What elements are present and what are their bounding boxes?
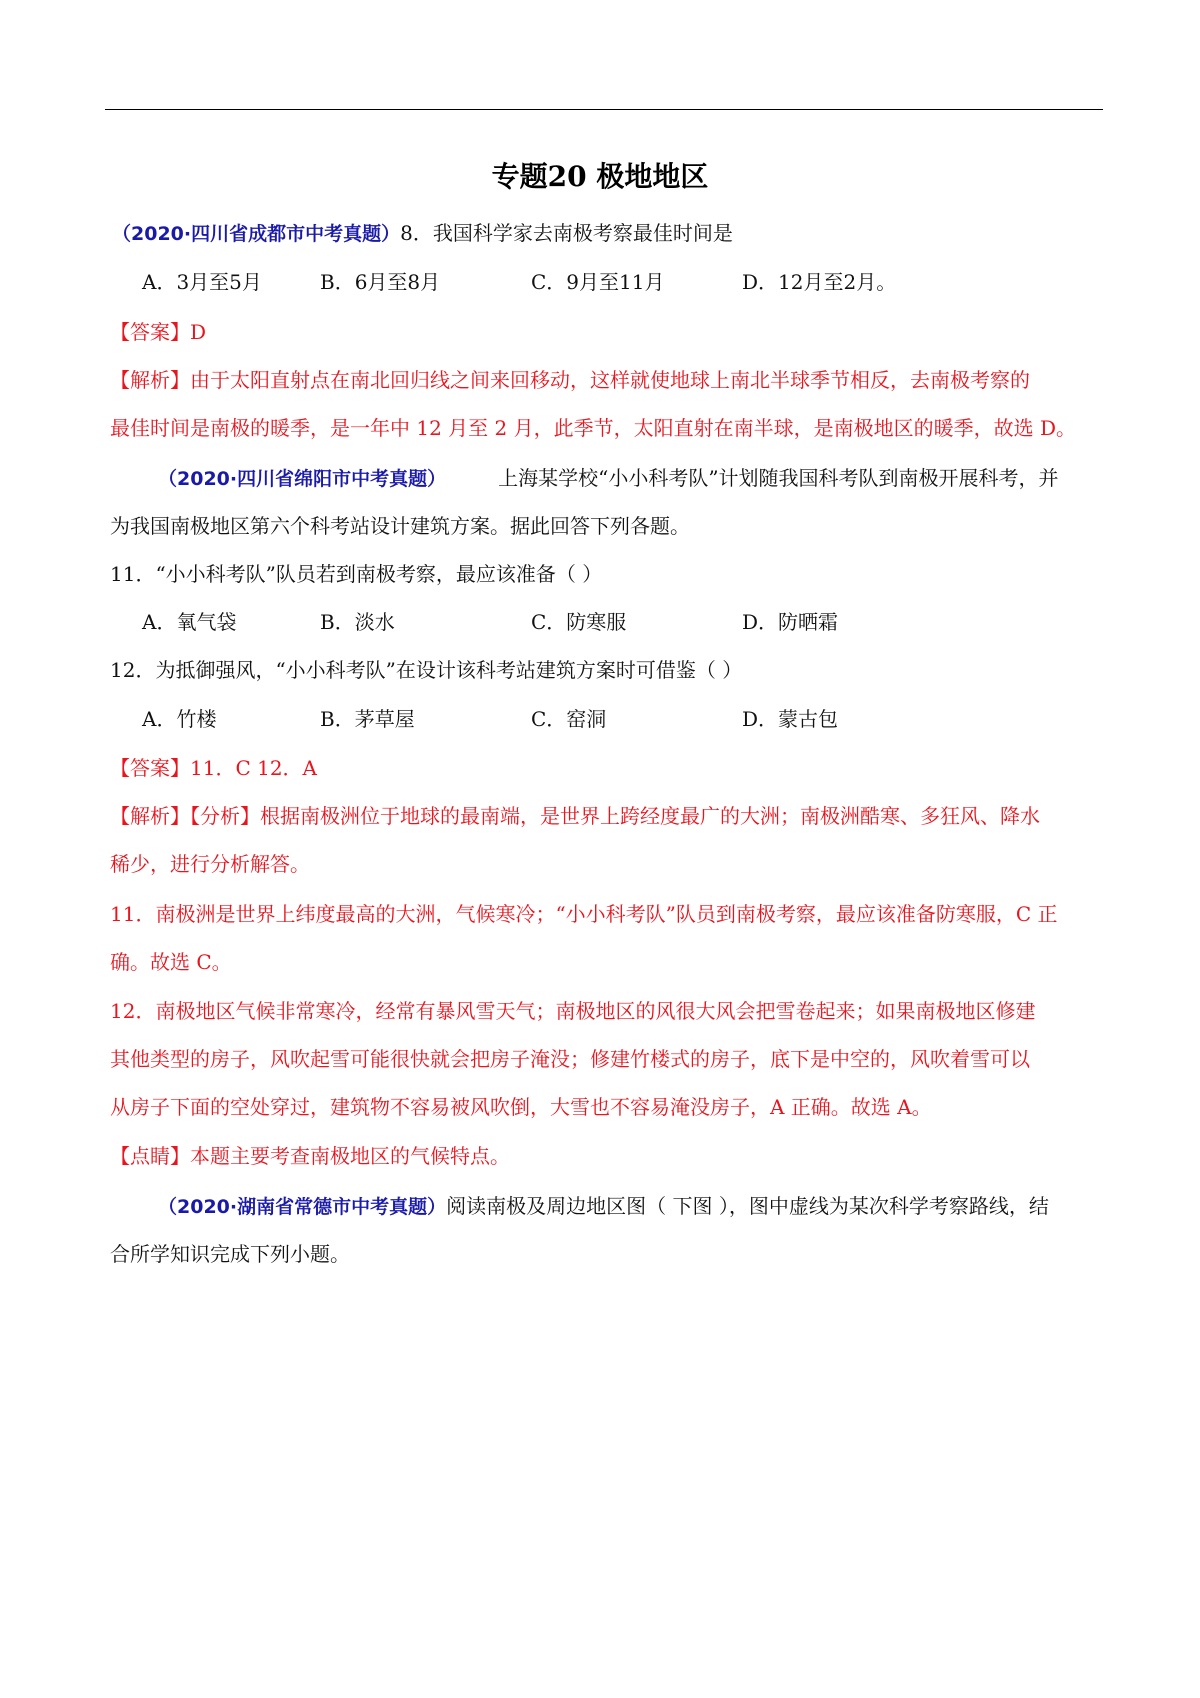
answer-11-explanation: 11．南极洲是世界上纬度最高的大洲，气候寒冷；“小小科考队”队员到南极考察，最应该准备防寒服，C 正 bbox=[110, 902, 1058, 926]
comment-text: 本题主要考查南极地区的气候特点。 bbox=[190, 1144, 510, 1168]
analysis-text: 由于太阳直射点在南北回归线之间来回移动，这样就使地球上南北半球季节相反，去南极考察的 bbox=[190, 368, 1030, 392]
answer-value: D bbox=[190, 320, 207, 344]
question-intro-line bbox=[158, 464, 1098, 493]
option-a: A．3月至5月 bbox=[142, 270, 262, 294]
comment-label: 【点睛】 bbox=[110, 1144, 190, 1168]
answer-label: 【答案】 bbox=[110, 756, 190, 780]
question-11-stem: 11．“小小科考队”队员若到南极考察，最应该准备（ ） bbox=[110, 562, 603, 586]
answer-12-explanation: 从房子下面的空处穿过，建筑物不容易被风吹倒，大雪也不容易淹没房子，A 正确。故选 A。 bbox=[110, 1095, 932, 1119]
option-d: D．蒙古包 bbox=[742, 707, 839, 731]
option-b: B．淡水 bbox=[320, 610, 395, 634]
option-c: C．窑洞 bbox=[531, 707, 607, 731]
option-d: D．防晒霜 bbox=[742, 610, 839, 634]
question-source: （2020·湖南省常德市中考真题） bbox=[158, 1196, 447, 1218]
option-a: A．竹楼 bbox=[142, 707, 217, 731]
analysis-line: 最佳时间是南极的暖季，是一年中 12 月至 2 月，此季节，太阳直射在南半球，是南极地区的暖季，故选 D。 bbox=[110, 416, 1076, 440]
question-intro-line: 合所学知识完成下列小题。 bbox=[110, 1242, 350, 1266]
question-intro: 阅读南极及周边地区图（ 下图 ），图中虚线为某次科学考察路线，结 bbox=[446, 1194, 1049, 1218]
answer-value: 11．C 12．A bbox=[190, 756, 318, 780]
answer-12-explanation: 其他类型的房子，风吹起雪可能很快就会把房子淹没；修建竹楼式的房子，底下是中空的，风吹着雪可以 bbox=[110, 1047, 1030, 1071]
question-12-stem: 12．为抵御强风，“小小科考队”在设计该科考站建筑方案时可借鉴（ ） bbox=[110, 658, 743, 682]
analysis-line: 稀少，进行分析解答。 bbox=[110, 852, 310, 876]
analysis-text: 根据南极洲位于地球的最南端，是世界上跨经度最广的大洲；南极洲酷寒、多狂风、降水 bbox=[260, 804, 1040, 828]
analysis-line bbox=[110, 366, 1100, 394]
option-b: B．6月至8月 bbox=[320, 270, 441, 294]
answer-label: 【答案】 bbox=[110, 320, 190, 344]
header-rule bbox=[105, 109, 1103, 110]
analysis-line bbox=[110, 802, 1100, 830]
page-title: 专题20 极地地区 bbox=[491, 160, 709, 193]
analysis-label: 【解析】【分析】 bbox=[110, 804, 260, 828]
comment-line bbox=[110, 1142, 1100, 1170]
analysis-label: 【解析】 bbox=[110, 368, 190, 392]
question-stem: 8．我国科学家去南极考察最佳时间是 bbox=[400, 221, 733, 245]
answer-line bbox=[110, 754, 1100, 782]
question-intro: 上海某学校“小小科考队”计划随我国科考队到南极开展科考，并 bbox=[498, 466, 1059, 490]
question-source: （2020·四川省成都市中考真题） bbox=[112, 223, 401, 245]
question-intro-line bbox=[158, 1192, 1098, 1221]
option-d: D．12月至2月。 bbox=[742, 270, 897, 294]
answer-11-explanation: 确。故选 C。 bbox=[110, 950, 232, 974]
option-c: C．防寒服 bbox=[531, 610, 627, 634]
question-8-line bbox=[112, 219, 1102, 248]
question-intro-line: 为我国南极地区第六个科考站设计建筑方案。据此回答下列各题。 bbox=[110, 514, 690, 538]
option-c: C．9月至11月 bbox=[531, 270, 665, 294]
question-source: （2020·四川省绵阳市中考真题） bbox=[158, 468, 447, 490]
option-b: B．茅草屋 bbox=[320, 707, 415, 731]
answer-line bbox=[110, 318, 1100, 346]
option-a: A．氧气袋 bbox=[142, 610, 237, 634]
answer-12-explanation: 12．南极地区气候非常寒冷，经常有暴风雪天气；南极地区的风很大风会把雪卷起来；如果南极地区修建 bbox=[110, 999, 1036, 1023]
